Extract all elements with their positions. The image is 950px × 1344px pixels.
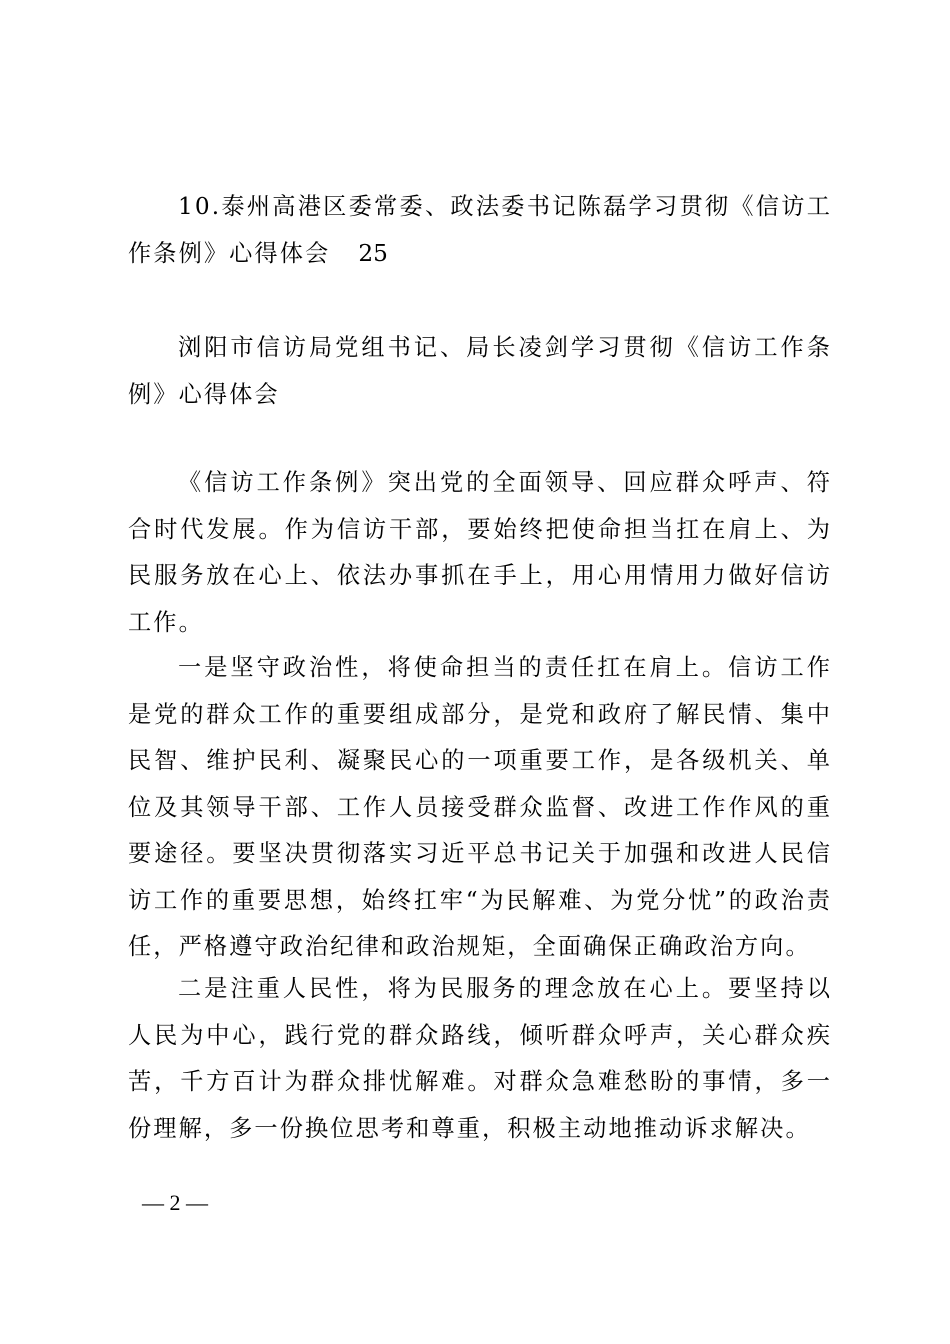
toc-entry-text: 10.泰州高港区委常委、政法委书记陈磊学习贯彻《信访工作条例》心得体会 xyxy=(128,193,832,267)
toc-entry xyxy=(128,184,832,277)
body-paragraph-point-two: 二是注重人民性，将为民服务的理念放在心上。要坚持以人民为中心，践行党的群众路线，倾听群众呼声，关心群众疾苦，千方百计为群众排忧解难。对群众急难愁盼的事情，多一份理解，多一份换位思考和尊重，积极主动地推动诉求解决。 xyxy=(128,975,832,1142)
toc-entry-page-number: 25 xyxy=(358,239,388,267)
article-title: 浏阳市信访局党组书记、局长凌剑学习贯彻《信访工作条例》心得体会 xyxy=(128,334,832,408)
page-number-footer: — 2 — xyxy=(142,1190,208,1215)
body-paragraph-intro: 《信访工作条例》突出党的全面领导、回应群众呼声、符合时代发展。作为信访干部，要始终把使命担当扛在肩上、为民服务放在心上、依法办事抓在手上，用心用情用力做好信访工作。 xyxy=(128,469,832,636)
body-paragraph-point-one: 一是坚守政治性，将使命担当的责任扛在肩上。信访工作是党的群众工作的重要组成部分，是党和政府了解民情、集中民智、维护民利、凝聚民心的一项重要工作，是各级机关、单位及其领导干部、工作人员接受群众监督、改进工作作风的重要途径。要坚决贯彻落实习近平总书记关于加强和改进人民信访工作的重要思想，始终扛牢“为民解难、为党分忧”的政治责任，严格遵守政治纪律和政治规矩，全面确保正确政治方向。 xyxy=(128,654,832,960)
